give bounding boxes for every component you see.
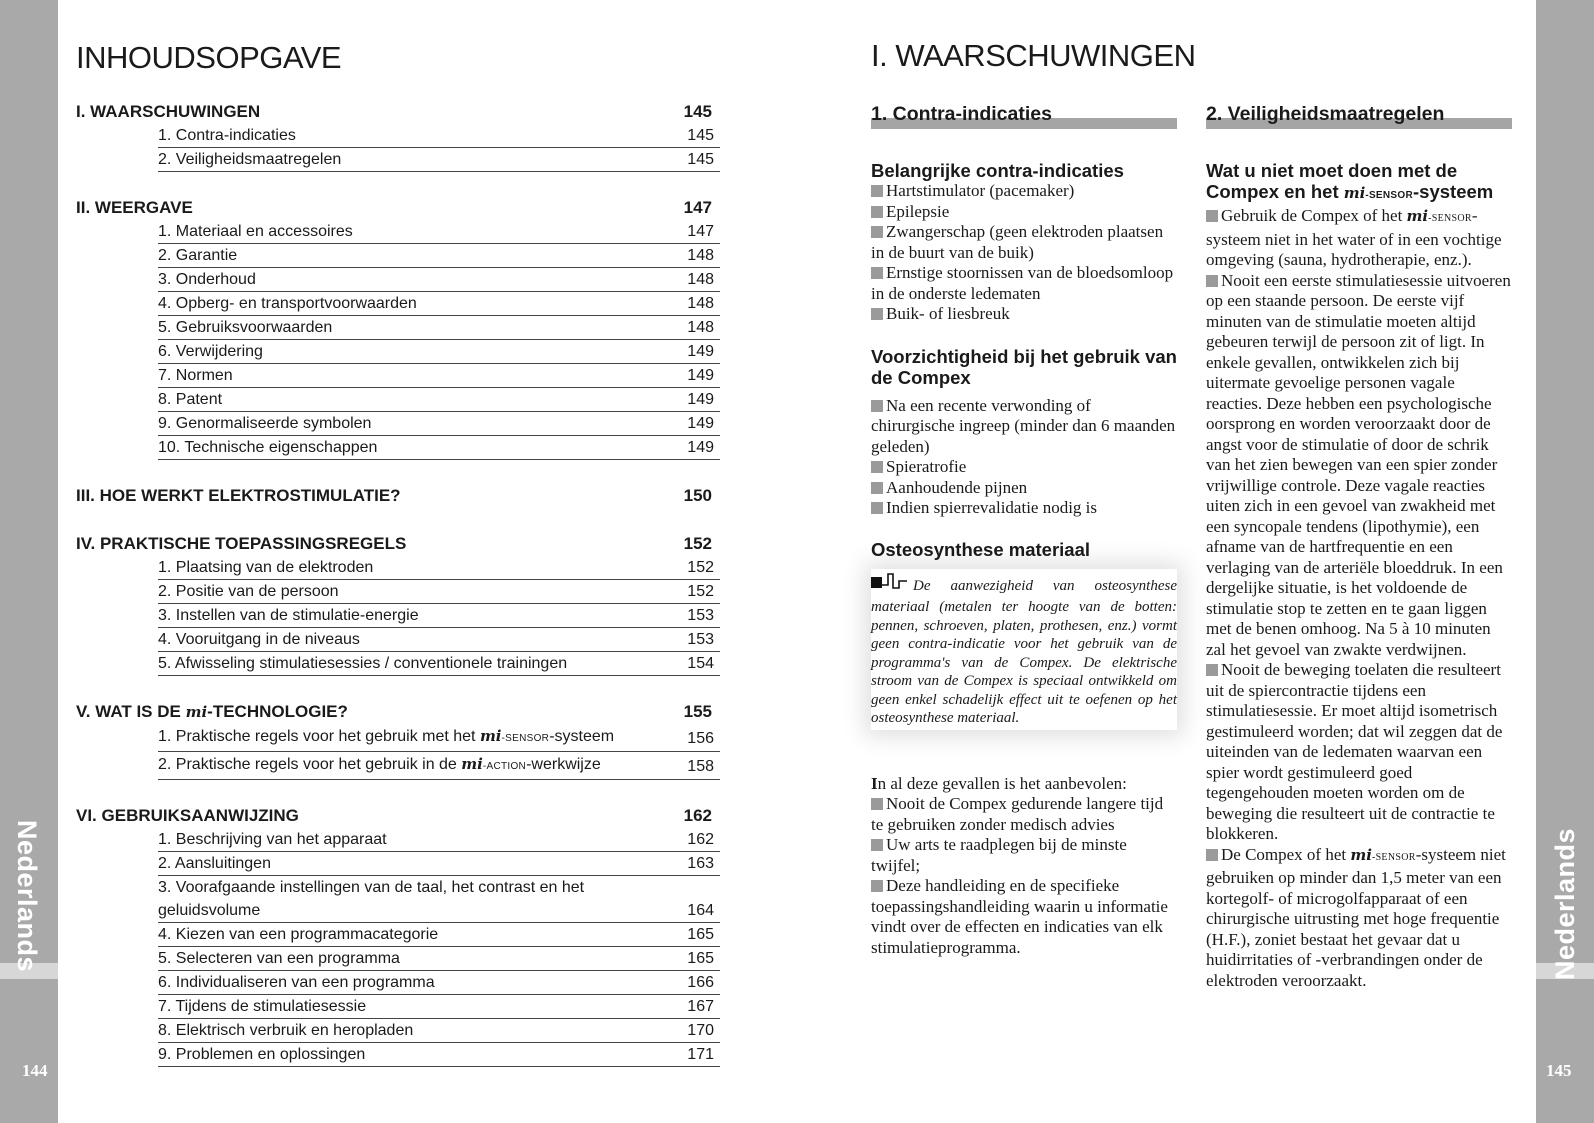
bullet-icon xyxy=(1206,210,1218,222)
toc-item-label: 4. Kiezen van een programmacategorie xyxy=(158,926,439,943)
toc-page: 170 xyxy=(687,1022,714,1039)
subheading: Wat u niet moet doen met de Compex en het mi-SENSOR-systeem xyxy=(1206,160,1494,202)
subheading: Voorzichtigheid bij het gebruik van de Compex xyxy=(871,345,1177,388)
toc-page: 165 xyxy=(687,950,714,967)
toc-item-label: 7. Normen xyxy=(158,367,233,384)
toc-item-label: 5. Gebruiksvoorwaarden xyxy=(158,319,333,336)
list-item: Epilepsie xyxy=(871,202,1177,223)
toc-page: 149 xyxy=(687,439,714,456)
left-sidebar-tab xyxy=(0,0,58,1123)
toc-item[interactable] xyxy=(158,388,720,412)
toc-item-label: 3. Instellen van de stimulatie-energie xyxy=(158,607,419,624)
table-of-contents xyxy=(76,100,720,1091)
list-item: Zwangerschap (geen elektroden plaatsen in de buurt van de buik) xyxy=(871,222,1164,262)
toc-item-label: 9. Problemen en oplossingen xyxy=(158,1046,366,1063)
bullet-list xyxy=(871,794,1177,958)
list-item: Ernstige stoornissen van de bloedsomloop in de onderste ledematen xyxy=(871,263,1174,303)
toc-page: 147 xyxy=(687,223,714,240)
toc-item-label: 8. Patent xyxy=(158,391,223,408)
toc-item-label: 6. Verwijdering xyxy=(158,343,263,360)
toc-item-label: 6. Individualiseren van een programma xyxy=(158,974,435,991)
bullet-icon xyxy=(871,308,883,320)
toc-page: 150 xyxy=(683,486,712,505)
toc-item[interactable] xyxy=(158,556,720,580)
toc-item[interactable] xyxy=(158,652,720,676)
list-item: Hartstimulator (pacemaker) xyxy=(871,181,1177,202)
bullet-icon xyxy=(871,880,883,892)
bullet-icon xyxy=(1206,849,1218,861)
toc-item-label: 1. Beschrijving van het apparaat xyxy=(158,831,387,848)
toc-section-title: III. HOE WERKT ELEKTROSTIMULATIE? xyxy=(76,486,401,505)
toc-page: 147 xyxy=(683,198,712,217)
toc-item[interactable]: 1. Praktische regels voor het gebruik met het mi-SENSOR-systeem 156 xyxy=(158,724,720,752)
warning-pulse-icon xyxy=(871,571,909,599)
toc-item[interactable] xyxy=(158,244,720,268)
toc-item[interactable] xyxy=(158,995,720,1019)
language-label-left: Nederlands xyxy=(12,820,42,973)
toc-item[interactable] xyxy=(158,923,720,947)
toc-item[interactable] xyxy=(158,364,720,388)
toc-item-label: 5. Selecteren van een programma xyxy=(158,950,400,967)
toc-item[interactable] xyxy=(158,292,720,316)
bullet-icon xyxy=(871,400,883,412)
toc-item[interactable] xyxy=(158,268,720,292)
list-item: Na een recente verwonding of chirurgische ingreep (minder dan 6 maanden geleden) xyxy=(871,395,1176,456)
toc-item-label: 1. Materiaal en accessoires xyxy=(158,223,353,240)
toc-item-label: 4. Opberg- en transportvoorwaarden xyxy=(158,295,417,312)
bullet-icon xyxy=(871,226,883,238)
toc-title: INHOUDSOPGAVE xyxy=(76,40,342,75)
toc-page: 149 xyxy=(687,415,714,432)
toc-page: 148 xyxy=(687,319,714,336)
toc-item[interactable] xyxy=(158,1019,720,1043)
toc-item-label: 1. Plaatsing van de elektroden xyxy=(158,559,374,576)
subheading: Belangrijke contra-indicaties xyxy=(871,160,1124,181)
bullet-icon xyxy=(871,798,883,810)
toc-item[interactable]: 3. Voorafgaande instellingen van de taal, het contrast en het geluidsvolume 164 xyxy=(158,876,720,923)
column-safety-measures xyxy=(1206,102,1512,991)
toc-item-label: 3. Onderhoud xyxy=(158,271,256,288)
mi-logo: mi xyxy=(461,755,483,773)
bullet-icon xyxy=(871,502,883,514)
toc-item-label: 1. Contra-indicaties xyxy=(158,127,296,144)
right-sidebar-tab xyxy=(1536,0,1594,1123)
toc-item-label: 7. Tijdens de stimulatiesessie xyxy=(158,998,367,1015)
toc-item[interactable] xyxy=(158,604,720,628)
column-contra-indications xyxy=(871,102,1177,958)
toc-section-title: IV. PRAKTISCHE TOEPASSINGSREGELS xyxy=(76,534,407,553)
toc-item[interactable] xyxy=(158,148,720,172)
toc-page: 153 xyxy=(687,607,714,624)
toc-item-label: 2. Aansluitingen xyxy=(158,855,271,872)
paragraph: Nooit de beweging toelaten die resulteert uit de spiercontractie tijdens een stimulatiesessie. Er moet altijd isometrisch gestimuleerd worden; dat wil zeggen dat de uiteinden van de ledematen waarvan een spier wordt gestimuleerd goed tegengehouden moeten worden om de beweging die resulteert uit de contractie te blokkeren. xyxy=(1206,660,1503,843)
toc-page: 148 xyxy=(687,271,714,288)
paragraph: Nooit een eerste stimulatiesessie uitvoeren op een staande persoon. De eerste vijf minuten van de stimulatie moeten altijd gebeuren terwijl de persoon zit of ligt. In enkele gevallen, ontwikkelen zich bij uitermate gevoelige personen vagale reacties. Deze hebben een psychologische oorsprong en worden veroorzaakt door de angst voor de stimulatie of door de schrik van het zien bewegen van een spier zonder vrijwillige controle. Deze vagale reacties uiten zich in een gevoel van zwakheid met een syncopale tendens (lipothymie), een afname van de hartfrequentie en een verlaging van de arteriële bloeddruk. In een dergelijke situatie, is het voldoende de stimulatie stop te zetten en te gaan liggen met de benen omhoog. Na 5 à 10 minuten zal het gevoel van zwakte verdwijnen. xyxy=(1206,270,1511,659)
bullet-icon xyxy=(871,185,883,197)
toc-item[interactable] xyxy=(158,828,720,852)
toc-page: 153 xyxy=(687,631,714,648)
toc-page: 149 xyxy=(687,391,714,408)
bullet-icon xyxy=(871,267,883,279)
toc-page: 162 xyxy=(687,831,714,848)
page-number-left: 144 xyxy=(22,1061,48,1080)
toc-item-label: 5. Afwisseling stimulatiesessies / conventionele trainingen xyxy=(158,655,568,672)
toc-page: 166 xyxy=(687,974,714,991)
toc-page: 165 xyxy=(687,926,714,943)
note-box: De aanwezigheid van osteosynthese materiaal (metalen ter hoogte van de botten: pennen, schroeven, platen, prothesen, enz.) vormt geen contra-indicatie voor het gebruik van de programma's van de Compex. De elektrische stroom van de Compex is speciaal ontwikkeld om geen enkel schadelijk effect uit te oefenen op het osteosynthese materiaal. xyxy=(871,569,1177,730)
toc-item[interactable] xyxy=(158,947,720,971)
mi-logo: mi xyxy=(185,703,208,721)
toc-page: 152 xyxy=(683,534,712,553)
bullet-icon xyxy=(871,839,883,851)
toc-item[interactable] xyxy=(158,628,720,652)
toc-item-label: 9. Genormaliseerde symbolen xyxy=(158,415,372,432)
list-item: Aanhoudende pijnen xyxy=(871,478,1177,499)
column-heading: 2. Veiligheidsmaatregelen xyxy=(1206,102,1512,126)
bullet-list xyxy=(871,396,1177,519)
toc-page: 145 xyxy=(687,151,714,168)
toc-section-heading[interactable] xyxy=(76,532,720,556)
mi-logo: mi xyxy=(1343,184,1366,202)
toc-page: 155 xyxy=(683,702,712,721)
toc-item[interactable] xyxy=(158,220,720,244)
toc-page: 148 xyxy=(687,295,714,312)
toc-page: 171 xyxy=(687,1046,714,1063)
toc-page: 149 xyxy=(687,367,714,384)
toc-item[interactable] xyxy=(158,316,720,340)
toc-item-label: 10. Technische eigenschappen xyxy=(158,439,378,456)
mi-logo: mi xyxy=(1406,207,1429,225)
list-item: Nooit de Compex gedurende langere tijd te gebruiken zonder medisch advies xyxy=(871,794,1164,834)
bullet-icon xyxy=(1206,275,1218,287)
toc-section-heading[interactable]: V. WAT IS DE mi-TECHNOLOGIE? 155 xyxy=(76,700,720,724)
toc-page: 145 xyxy=(683,102,712,121)
list-item: Deze handleiding en de specifieke toepassingshandleiding waarin u informatie vindt over de effecten en indicaties van elk stimulatieprogramma. xyxy=(871,876,1168,957)
toc-item[interactable] xyxy=(158,580,720,604)
toc-section-heading[interactable] xyxy=(76,100,720,124)
toc-section xyxy=(76,532,720,676)
toc-item[interactable]: 2. Praktische regels voor het gebruik in de mi-ACTION-werkwijze 158 xyxy=(158,752,720,780)
bullet-icon xyxy=(871,482,883,494)
toc-item[interactable] xyxy=(158,124,720,148)
toc-section xyxy=(76,484,720,508)
paragraph: Gebruik de Compex of het mi-SENSOR-systeem niet in het water of in een vochtige omgeving (sauna, hydrotherapie, enz.). xyxy=(1206,206,1502,269)
toc-page: 145 xyxy=(687,127,714,144)
list-item: Buik- of liesbreuk xyxy=(871,304,1177,325)
toc-item-label: 2. Positie van de persoon xyxy=(158,583,339,600)
bullet-icon xyxy=(871,461,883,473)
toc-item[interactable] xyxy=(158,436,720,460)
toc-page: 154 xyxy=(687,655,714,672)
list-item: Uw arts te raadplegen bij de minste twijfel; xyxy=(871,835,1127,875)
mi-logo: mi xyxy=(479,727,502,745)
bullet-list xyxy=(871,181,1177,325)
toc-page: 164 xyxy=(687,902,714,919)
subheading: Osteosynthese materiaal xyxy=(871,538,1091,560)
toc-page: 152 xyxy=(687,583,714,600)
page-number-right: 145 xyxy=(1546,1061,1572,1080)
toc-page: 163 xyxy=(687,855,714,872)
bullet-icon xyxy=(1206,664,1218,676)
toc-page: 156 xyxy=(687,730,714,747)
toc-item-label: 2. Garantie xyxy=(158,247,238,264)
toc-page: 158 xyxy=(687,758,714,775)
toc-page: 152 xyxy=(687,559,714,576)
toc-section xyxy=(76,100,720,172)
toc-section-5 xyxy=(76,700,720,780)
toc-item[interactable] xyxy=(158,852,720,876)
list-item: Indien spierrevalidatie nodig is xyxy=(871,498,1177,519)
toc-item-label: 2. Veiligheidsmaatregelen xyxy=(158,151,342,168)
paragraph: De Compex of het mi-SENSOR-systeem niet gebruiken op minder dan 1,5 meter van een kortegolf- of microgolfapparaat of een chirurgische uitrusting met hoge frequentie (H.F.), zoniet bestaat het gevaar dat u huidirritaties of -verbrandingen onder de elektroden veroorzaakt. xyxy=(1206,844,1506,990)
toc-item[interactable] xyxy=(158,340,720,364)
paragraph: In al deze gevallen is het aanbevolen: xyxy=(871,773,1127,793)
toc-section-title: I. WAARSCHUWINGEN xyxy=(76,102,261,121)
list-item: Spieratrofie xyxy=(871,457,1177,478)
toc-section-heading[interactable]: VI. GEBRUIKSAANWIJZING 162 xyxy=(76,804,720,828)
toc-page: 162 xyxy=(683,806,712,825)
toc-section-6 xyxy=(76,804,720,1067)
toc-section-heading[interactable] xyxy=(76,484,720,508)
toc-item-label: 8. Elektrisch verbruik en heropladen xyxy=(158,1022,414,1039)
toc-item[interactable] xyxy=(158,971,720,995)
toc-page: 167 xyxy=(687,998,714,1015)
toc-section-title: II. WEERGAVE xyxy=(76,198,193,217)
page-title: I. WAARSCHUWINGEN xyxy=(871,38,1196,73)
language-label-right: Nederlands xyxy=(1550,827,1580,980)
mi-logo: mi xyxy=(1350,845,1372,864)
toc-section xyxy=(76,196,720,460)
toc-item[interactable] xyxy=(158,412,720,436)
toc-item[interactable] xyxy=(158,1043,720,1067)
toc-page: 148 xyxy=(687,247,714,264)
bullet-icon xyxy=(871,206,883,218)
toc-page: 149 xyxy=(687,343,714,360)
toc-item-label: 4. Vooruitgang in de niveaus xyxy=(158,631,360,648)
column-heading: 1. Contra-indicaties xyxy=(871,102,1177,126)
toc-section-heading[interactable] xyxy=(76,196,720,220)
